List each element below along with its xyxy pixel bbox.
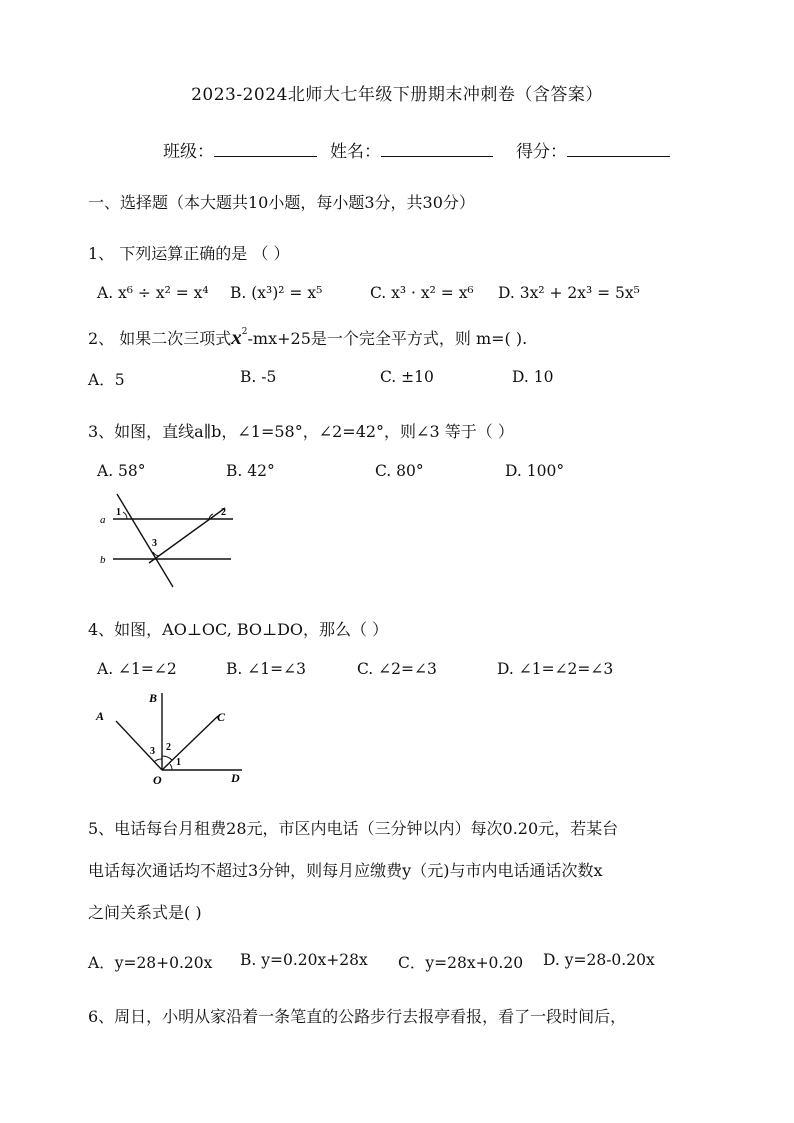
question-5-line-3: 之间关系式是( ) [88, 903, 202, 922]
q2-stem-suffix: -mx+25是一个完全平方式，则 m=( ). [247, 329, 528, 348]
name-blank [381, 140, 493, 157]
q5-option-c: C．y=28x+0.20 [398, 954, 524, 972]
q2-option-b: B. -5 [240, 368, 277, 386]
q3-option-b: B. 42° [226, 462, 275, 480]
question-2-stem [88, 325, 527, 350]
transversal-line [117, 494, 173, 587]
name-field [330, 137, 493, 162]
q1-option-c: C. x³ · x² = x⁶ [370, 284, 474, 302]
q2-option-c: C. ±10 [380, 368, 434, 386]
class-field [163, 137, 317, 162]
score-blank [567, 140, 670, 157]
q2-stem-prefix: 2、 如果二次三项式 [88, 329, 232, 348]
question-4-stem: 4、如图，AO⊥OC, BO⊥DO，那么（ ） [88, 620, 389, 639]
question-6-line-1: 6、周日，小明从家沿着一条笔直的公路步行去报亭看报，看了一段时间后， [88, 1007, 627, 1026]
q2-option-a: A．5 [88, 371, 125, 389]
angle-2-arc [162, 756, 172, 760]
question-5-line-1: 5、电话每台月租费28元，市区内电话（三分钟以内）每次0.20元，若某台 [88, 819, 619, 838]
q4-option-b: B. ∠1=∠3 [226, 660, 306, 678]
q5-option-b: B. y=0.20x+28x [240, 951, 368, 969]
q5-option-a: A．y=28+0.20x [88, 954, 213, 972]
q1-option-d: D. 3x² + 2x³ = 5x⁵ [498, 284, 640, 302]
angle-1-arc [123, 512, 127, 519]
slanted-line [149, 508, 225, 563]
q2-exponent: 2 [241, 326, 248, 337]
class-blank [214, 140, 317, 157]
page-title: 2023-2024北师大七年级下册期末冲刺卷（含答案） [191, 85, 603, 105]
label-b: b [100, 554, 106, 566]
section-heading: 一、选择题（本大题共10小题，每小题3分，共30分） [88, 193, 475, 212]
q4-option-a: A. ∠1=∠2 [97, 660, 177, 678]
angle-1-label: 1 [176, 757, 181, 768]
name-label: 姓名： [330, 142, 381, 162]
q4-option-c: C. ∠2=∠3 [357, 660, 437, 678]
q2-option-d: D. 10 [512, 368, 554, 386]
class-label: 班级： [163, 142, 214, 162]
q4-figure [90, 688, 250, 788]
score-field [516, 137, 670, 162]
question-3-stem: 3、如图，直线a∥b，∠1=58°，∠2=42°，则∠3 等于（ ） [88, 422, 514, 441]
label-B: B [149, 691, 158, 705]
q1-option-b: B. (x³)² = x⁵ [230, 284, 323, 302]
label-O: O [153, 773, 162, 787]
angle-2-label: 2 [221, 507, 226, 518]
q2-variable: x [231, 325, 242, 349]
label-A: A [96, 709, 105, 723]
q1-option-a: A. x⁶ ÷ x² = x⁴ [97, 284, 209, 302]
angle-1-arc [170, 764, 172, 770]
question-5-line-2: 电话每次通话均不超过3分钟，则每月应缴费y（元)与市内电话通话次数x [88, 861, 603, 880]
q3-option-a: A. 58° [97, 462, 146, 480]
angle-3-label: 3 [150, 746, 155, 757]
label-a: a [100, 514, 106, 526]
angle-2-label: 2 [166, 742, 171, 753]
angle-3-label: 3 [152, 538, 157, 549]
label-D: D [231, 771, 240, 785]
angle-3-arc [154, 759, 162, 762]
ray-oa [116, 721, 162, 770]
angle-1-label: 1 [116, 507, 121, 518]
q5-option-d: D. y=28-0.20x [543, 951, 655, 969]
q3-option-c: C. 80° [375, 462, 424, 480]
score-label: 得分： [516, 142, 567, 162]
q4-option-d: D. ∠1=∠2=∠3 [497, 660, 614, 678]
label-C: C [217, 710, 226, 724]
q3-option-d: D. 100° [505, 462, 565, 480]
question-1-stem: 1、 下列运算正确的是 （ ） [88, 244, 290, 263]
q3-figure [95, 490, 245, 590]
